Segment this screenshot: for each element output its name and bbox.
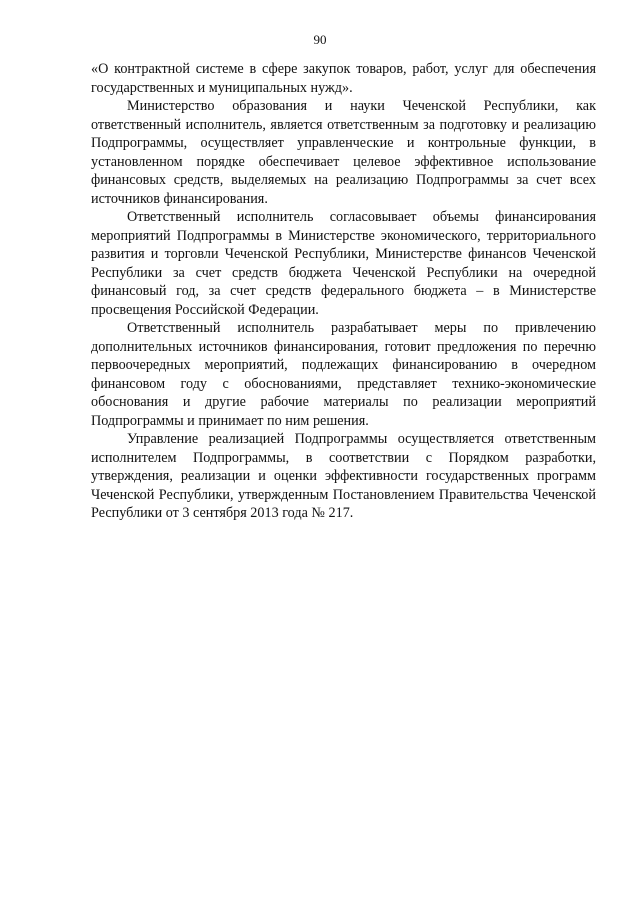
paragraph-additional-sources: Ответственный исполнитель разрабатывает меры по привлечению дополнительных источников финансирования, готовит предложения по перечню первоочередных мероприятий, подлежащих финансированию в очередном финансовом году с обоснованиями, представляет технико-экономические обоснования и другие рабочие материалы по реализации мероприятий Подпрограммы и принимает по ним решения. <box>91 320 596 429</box>
paragraph-ministry-responsibility: Министерство образования и науки Чеченской Республики, как ответственный исполнитель, является ответственным за подготовку и реализацию Подпрограммы, осуществляет управленческие и контрольные функции, в установленном порядке обеспечивает целевое эффективное использование финансовых средств, выделяемых на реализацию Подпрограммы за счет всех источников финансирования. <box>91 98 596 207</box>
paragraph-program-management: Управление реализацией Подпрограммы осуществляется ответственным исполнителем Подпрограммы, в соответствии с Порядком разработки, утверждения, реализации и оценки эффективности государственных программ Чеченской Республики, утвержденным Постановлением Правительства Чеченской Республики от 3 сентября 2013 года № 217. <box>91 431 596 521</box>
document-body <box>91 60 596 523</box>
paragraph-continuation: «О контрактной системе в сфере закупок товаров, работ, услуг для обеспечения государственных и муниципальных нужд». <box>91 61 596 96</box>
paragraph-financing-approval: Ответственный исполнитель согласовывает объемы финансирования мероприятий Подпрограммы в Министерстве экономического, территориального развития и торговли Чеченской Республики, Министерстве финансов Чеченской Республики за счет средств бюджета Чеченской Республики на очередной финансовый год, за счет средств федерального бюджета – в Министерстве просвещения Российской Федерации. <box>91 209 596 318</box>
page-number: 90 <box>313 32 327 47</box>
